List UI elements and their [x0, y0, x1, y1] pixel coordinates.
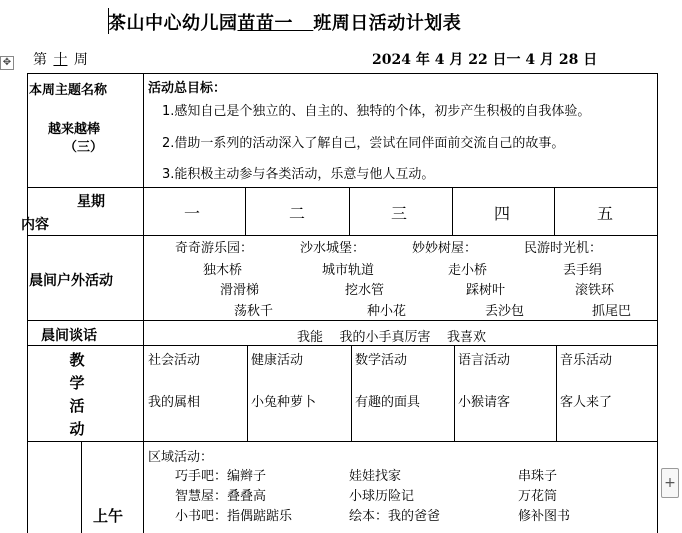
- title-suffix: 班周日活动计划表: [313, 13, 462, 34]
- week-number: 十: [53, 52, 68, 68]
- day-wednesday: 三: [391, 204, 408, 223]
- outdoor-activity: 城市轨道: [322, 263, 375, 278]
- theme-name: 越来越棒: [48, 122, 101, 137]
- teaching-title: 我的属相: [148, 395, 201, 410]
- area-activity: 智慧屋：叠叠高: [175, 489, 267, 504]
- area-activity: 绘本：我的爸爸: [349, 509, 441, 524]
- outdoor-activity: 丢手绢: [563, 263, 603, 278]
- day-label: 星期: [77, 194, 105, 210]
- teaching-subject: 健康活动: [251, 353, 304, 368]
- area-activity: 小球历险记: [349, 489, 415, 504]
- area-activity: 串珠子: [518, 469, 558, 484]
- outdoor-activity: 种小花: [367, 304, 407, 319]
- goal-item: 3.能积极主动参与各类活动，乐意与他人互动。: [162, 167, 435, 182]
- teaching-subject: 音乐活动: [560, 353, 613, 368]
- teaching-subject: 数学活动: [355, 353, 408, 368]
- outdoor-zone: 沙水城堡：: [300, 241, 366, 256]
- talk-label: 晨间谈话: [41, 328, 97, 344]
- outdoor-activity: 挖水管: [345, 283, 385, 298]
- outdoor-activity: 滚铁环: [575, 283, 615, 298]
- activity-plan-table: [21, 73, 658, 533]
- week-label: 第 十 周: [33, 52, 88, 68]
- page-title: [108, 9, 461, 35]
- outdoor-zone: 奇奇游乐园：: [175, 241, 254, 256]
- outdoor-activity: 抓尾巴: [592, 304, 632, 319]
- goals-label: 活动总目标：: [148, 81, 227, 96]
- outdoor-activity: 独木桥: [203, 263, 243, 278]
- outdoor-activity: 走小桥: [448, 263, 488, 278]
- outdoor-label: 晨间户外活动: [29, 273, 113, 289]
- day-monday: 一: [184, 204, 201, 223]
- goal-item: 2.借助一系列的活动深入了解自己，尝试在同伴面前交流自己的故事。: [162, 136, 565, 151]
- day-friday: 五: [597, 204, 614, 223]
- teaching-label-char: 教: [69, 351, 85, 369]
- theme-label: 本周主题名称: [29, 83, 108, 98]
- day-tuesday: 二: [289, 204, 306, 223]
- school-name: 茶山中心幼儿园: [108, 13, 238, 34]
- outdoor-activity: 滑滑梯: [220, 283, 260, 298]
- teaching-title: 客人来了: [560, 395, 613, 410]
- add-row-plus-icon[interactable]: +: [661, 468, 679, 498]
- teaching-title: 小兔种萝卜: [251, 395, 317, 410]
- outdoor-activity: 丢沙包: [485, 304, 525, 319]
- teaching-label-char: 活: [69, 397, 85, 415]
- talk-content: 我能 我的小手真厉害 我喜欢: [297, 330, 487, 345]
- teaching-subject: 语言活动: [458, 353, 511, 368]
- class-name: 苗苗一: [237, 13, 293, 34]
- theme-name-sub: （三）: [64, 140, 104, 155]
- outdoor-activity: 荡秋千: [234, 304, 274, 319]
- teaching-label-char: 学: [69, 374, 85, 392]
- date-range: 2024 年 4 月 22 日一 4 月 28 日: [372, 52, 598, 68]
- morning-label: 上午: [93, 507, 124, 525]
- teaching-label-char: 动: [69, 420, 85, 438]
- teaching-title: 有趣的面具: [355, 395, 421, 410]
- outdoor-zone: 妙妙树屋：: [412, 241, 478, 256]
- goal-item: 1.感知自己是个独立的、自主的、独特的个体，初步产生积极的自我体验。: [162, 104, 591, 119]
- outdoor-zone: 民游时光机：: [524, 241, 603, 256]
- table-move-handle-icon[interactable]: ✥: [0, 56, 14, 70]
- area-activity: 小书吧：指偶踮踮乐: [175, 509, 293, 524]
- teaching-subject: 社会活动: [148, 353, 201, 368]
- day-thursday: 四: [494, 204, 511, 223]
- area-activity: 修补图书: [518, 509, 571, 524]
- outdoor-activity: 踩树叶: [466, 283, 506, 298]
- teaching-title: 小猴请客: [458, 395, 511, 410]
- area-label: 区域活动：: [148, 450, 214, 465]
- content-label: 内容: [21, 217, 49, 233]
- area-activity: 娃娃找家: [349, 469, 402, 484]
- area-activity: 万花筒: [518, 489, 558, 504]
- area-activity: 巧手吧：编辫子: [175, 469, 267, 484]
